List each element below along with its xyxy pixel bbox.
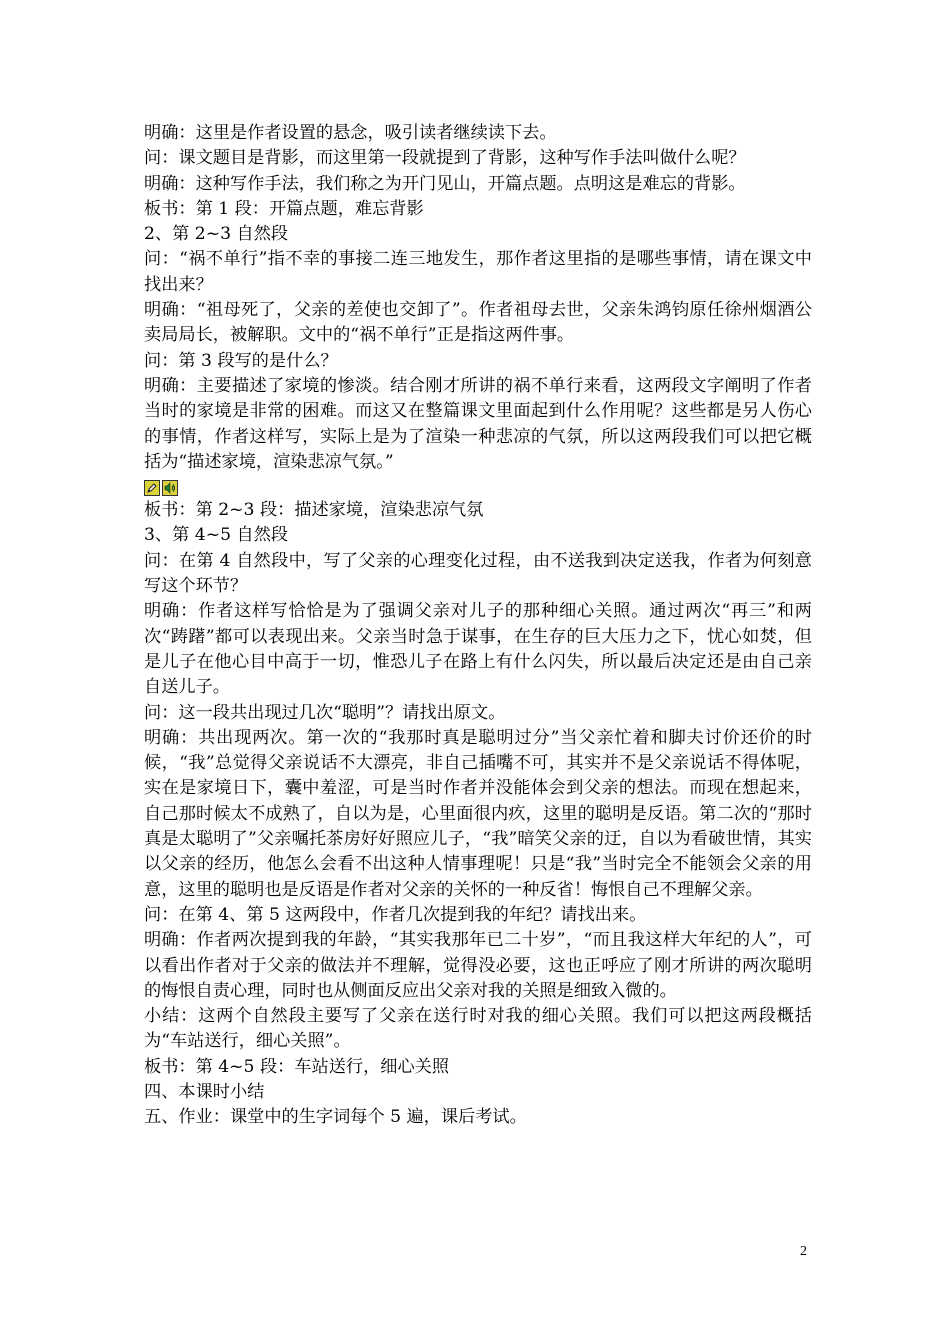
paragraph-3: 明确：这种写作手法，我们称之为开门见山，开篇点题。点明这是难忘的背影。 [144,173,746,194]
paragraph-21: 五、作业：课堂中的生字词每个 5 遍，课后考试。 [144,1107,527,1128]
paragraph-9: 明确：主要描述了家境的惨淡。结合刚才所讲的祸不单行来看，这两段文字阐明了作者当时的家境是非常的困难。而这又在整篇课文里面起到什么作用呢？这些都是另人伤心的事情，作者这样写，实际上是为了渲染一种悲凉的气氛，所以这两段我们可以把它概括为“描述家境，渲染悲凉气氛。” [144,375,812,472]
paragraph-7: 明确：“祖母死了，父亲的差使也交卸了”。作者祖母去世，父亲朱鸿钧原任徐州烟酒公卖局局长，被解职。文中的“祸不单行”正是指这两件事。 [144,300,812,346]
document-body [144,121,812,1131]
speaker-sound-icon[interactable] [162,480,178,496]
paragraph-18: 小结：这两个自然段主要写了父亲在送行时对我的细心关照。我们可以把这两段概括为“车站送行，细心关照”。 [144,1006,812,1052]
paragraph-19: 板书：第 4~5 段：车站送行，细心关照 [144,1056,450,1077]
paragraph-16: 问：在第 4、第 5 这两段中，作者几次提到我的年纪？请找出来。 [144,904,647,925]
paragraph-2: 问：课文题目是背影，而这里第一段就提到了背影，这种写作手法叫做什么呢？ [144,148,746,169]
paragraph-6: 问：“祸不单行”指不幸的事接二连三地发生，那作者这里指的是哪些事情，请在课文中找出来？ [144,249,812,295]
edit-pen-icon[interactable] [144,480,160,496]
paragraph-8: 问：第 3 段写的是什么？ [144,350,338,371]
paragraph-15: 明确：共出现两次。第一次的“我那时真是聪明过分”当父亲忙着和脚夫讨价还价的时候，“我”总觉得父亲说话不大漂亮，非自己插嘴不可，其实并不是父亲说话不得体呢，实在是家境日下，囊中羞涩，可是当时作者并没能体会到父亲的想法。而现在想起来，自己那时候太不成熟了，自以为是，心里面很内疚，这里的聪明是反语。第二次的“那时真是太聪明了”父亲嘱托茶房好好照应儿子，“我”暗笑父亲的迂，自以为看破世情，其实以父亲的经历，他怎么会看不出这种人情事理呢！只是“我”当时完全不能领会父亲的用意，这里的聪明也是反语是作者对父亲的关怀的一种反省！悔恨自己不理解父亲。 [144,727,812,900]
paragraph-5: 2、第 2~3 自然段 [144,224,289,245]
paragraph-4: 板书：第 1 段：开篇点题，难忘背影 [144,198,424,219]
paragraph-12: 问：在第 4 自然段中，写了父亲的心理变化过程，由不送我到决定送我，作者为何刻意写这个环节？ [144,550,812,597]
paragraph-11: 3、第 4~5 自然段 [144,525,289,546]
page-number: 2 [800,1244,807,1259]
paragraph-13: 明确：作者这样写恰恰是为了强调父亲对儿子的那种细心关照。通过两次“再三”和两次“踌躇”都可以表现出来。父亲当时急于谋事，在生存的巨大压力之下，忧心如焚，但是儿子在他心目中高于一切，惟恐儿子在路上有什么闪失，所以最后决定还是由自己亲自送儿子。 [144,601,812,698]
media-icon-row [144,477,812,498]
paragraph-17: 明确：作者两次提到我的年龄，“其实我那年已二十岁”，“而且我这样大年纪的人”，可以看出作者对于父亲的做法并不理解，觉得没必要，这也正呼应了刚才所讲的两次聪明的悔恨自责心理，同时也从侧面反应出父亲对我的关照是细致入微的。 [144,930,812,1001]
paragraph-20: 四、本课时小结 [144,1081,265,1102]
paragraph-10: 板书：第 2~3 段：描述家境，渲染悲凉气氛 [144,500,484,521]
paragraph-14: 问：这一段共出现过几次“聪明”？请找出原文。 [144,702,506,723]
paragraph-1: 明确：这里是作者设置的悬念，吸引读者继续读下去。 [144,123,557,143]
